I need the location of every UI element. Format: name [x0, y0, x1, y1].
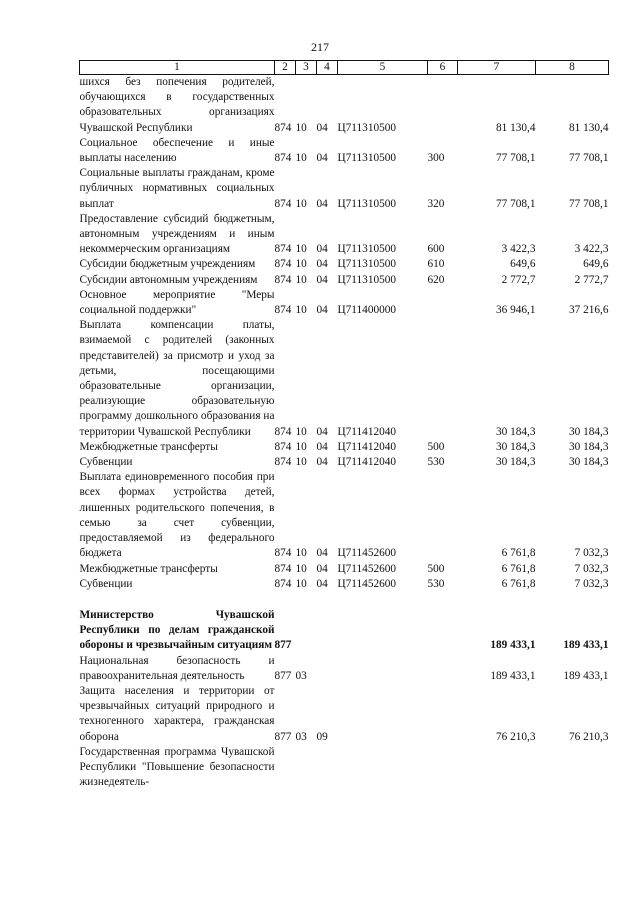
- row-section-code: 10: [295, 547, 307, 560]
- row-expense-type: 530: [427, 577, 445, 590]
- row-amount-year-2: 7 032,3: [574, 562, 609, 575]
- row-subsection-code: [317, 608, 338, 654]
- row-amount-year-1: 30 184,3: [495, 440, 536, 453]
- row-subsection-code: 04: [316, 304, 328, 317]
- row-section-code: 10: [295, 197, 307, 210]
- row-amount-year-2: 649,6: [583, 258, 609, 271]
- row-ministry-code: 874: [274, 243, 292, 256]
- row-amount-year-1: 189 433,1: [490, 639, 536, 652]
- table-row: [80, 273, 609, 288]
- row-expense-type: [428, 75, 458, 136]
- page-number: 217: [311, 40, 329, 54]
- row-section-code: 10: [295, 456, 307, 469]
- row-subsection-code: 04: [316, 425, 328, 438]
- row-expense-type: [428, 684, 458, 745]
- row-amount-year-2: 189 433,1: [563, 639, 609, 652]
- row-name: Основное мероприятие "Меры социальной поддержки": [79, 288, 275, 317]
- row-name: Субсидии автономным учреждениям: [79, 273, 258, 286]
- row-amount-year-2: 76 210,3: [568, 730, 609, 743]
- row-amount-year-2: 2 772,7: [574, 273, 609, 286]
- row-amount-year-1: 189 433,1: [490, 669, 536, 682]
- row-section-code: 10: [295, 425, 307, 438]
- row-ministry-code: 874: [274, 152, 292, 165]
- row-target-article: Ц711310500: [337, 152, 397, 165]
- row-ministry-code: 874: [274, 304, 292, 317]
- table-spacer-row: [80, 592, 609, 608]
- row-target-article: Ц711412040: [337, 456, 397, 469]
- row-target-article: Ц711310500: [337, 243, 397, 256]
- row-amount-year-2: 3 422,3: [574, 243, 609, 256]
- row-target-article: Ц711412040: [337, 425, 397, 438]
- row-section-code: 10: [295, 273, 307, 286]
- table-row: [80, 745, 609, 791]
- header-col-1: 1: [80, 61, 275, 75]
- row-amount-year-2: 7 032,3: [574, 577, 609, 590]
- row-section-code: 10: [295, 121, 307, 134]
- row-section-code: 03: [295, 730, 307, 743]
- row-target-article: [338, 608, 428, 654]
- row-target-article: Ц711310500: [337, 121, 397, 134]
- row-subsection-code: 04: [316, 547, 328, 560]
- row-expense-type: 610: [427, 258, 445, 271]
- row-name: Субвенции: [79, 577, 133, 590]
- row-section-code: 10: [295, 152, 307, 165]
- row-amount-year-1: 81 130,4: [495, 121, 536, 134]
- row-name: Субвенции: [79, 456, 133, 469]
- row-section-code: 10: [295, 562, 307, 575]
- row-amount-year-1: 30 184,3: [495, 425, 536, 438]
- row-amount-year-1: 3 422,3: [501, 243, 536, 256]
- row-section-code: [296, 745, 317, 791]
- row-section-code: 10: [295, 577, 307, 590]
- row-ministry-code: 874: [274, 197, 292, 210]
- row-target-article: Ц711412040: [337, 440, 397, 453]
- row-name: Социальные выплаты гражданам, кроме публичных нормативных социальных выплат: [79, 167, 275, 210]
- row-ministry-code: [275, 745, 296, 791]
- table-row: [80, 684, 609, 745]
- row-subsection-code: 04: [316, 456, 328, 469]
- row-expense-type: 530: [427, 456, 445, 469]
- row-name: Национальная безопасность и правоохранительная деятельность: [79, 654, 275, 682]
- header-col-5: 5: [338, 61, 428, 75]
- row-name: Выплата единовременного пособия при всех формах устройства детей, лишенных родительского попечения, в семью за счет субвенции, предоставляемой из федерального бюджета: [79, 471, 275, 560]
- row-amount-year-1: 36 946,1: [495, 304, 536, 317]
- row-name: Субсидии бюджетным учреждениям: [79, 258, 256, 271]
- row-amount-year-2: [536, 745, 609, 791]
- row-expense-type: [428, 318, 458, 440]
- row-expense-type: 620: [427, 273, 445, 286]
- table-row: [80, 654, 609, 684]
- row-subsection-code: 04: [316, 243, 328, 256]
- row-ministry-code: 874: [274, 547, 292, 560]
- row-expense-type: [428, 654, 458, 684]
- table-row: [80, 212, 609, 258]
- row-name: Межбюджетные трансферты: [79, 440, 218, 453]
- row-amount-year-1: 77 708,1: [495, 197, 536, 210]
- table-row: [80, 577, 609, 592]
- table-row: [80, 136, 609, 166]
- spacer-cell: [80, 592, 609, 608]
- row-name: Защита населения и территории от чрезвычайных ситуаций природного и техногенного характера, гражданская оборона: [79, 684, 275, 743]
- row-expense-type: 500: [427, 562, 445, 575]
- row-subsection-code: 04: [316, 440, 328, 453]
- table-row: [80, 440, 609, 455]
- row-amount-year-1: 649,6: [510, 258, 536, 271]
- row-expense-type: [428, 608, 458, 654]
- row-target-article: Ц711452600: [337, 547, 397, 560]
- row-amount-year-1: 6 761,8: [501, 562, 536, 575]
- row-subsection-code: 04: [316, 562, 328, 575]
- row-amount-year-2: 81 130,4: [568, 121, 609, 134]
- row-ministry-code: 874: [274, 273, 292, 286]
- header-col-3: 3: [296, 61, 317, 75]
- row-section-code: 10: [295, 304, 307, 317]
- row-expense-type: 500: [427, 440, 445, 453]
- row-subsection-code: 04: [316, 121, 328, 134]
- row-amount-year-2: 77 708,1: [568, 152, 609, 165]
- row-ministry-code: 874: [274, 258, 292, 271]
- row-expense-type: [428, 288, 458, 318]
- row-amount-year-2: 30 184,3: [568, 440, 609, 453]
- row-amount-year-1: 6 761,8: [501, 547, 536, 560]
- row-amount-year-2: 77 708,1: [568, 197, 609, 210]
- row-ministry-code: 874: [274, 456, 292, 469]
- header-col-4: 4: [317, 61, 338, 75]
- row-target-article: Ц711310500: [337, 197, 397, 210]
- row-target-article: Ц711310500: [337, 258, 397, 271]
- row-amount-year-1: 30 184,3: [495, 456, 536, 469]
- row-amount-year-1: [458, 745, 536, 791]
- row-amount-year-1: 77 708,1: [495, 152, 536, 165]
- row-amount-year-2: 37 216,6: [568, 304, 609, 317]
- row-subsection-code: 04: [316, 273, 328, 286]
- row-ministry-code: 877: [274, 639, 292, 652]
- row-name: Предоставление субсидий бюджетным, автономным учреждениям и иным некоммерческим организациям: [79, 212, 275, 256]
- row-amount-year-1: 6 761,8: [501, 577, 536, 590]
- row-expense-type: 600: [427, 243, 445, 256]
- row-expense-type: 320: [427, 197, 445, 210]
- table-row: [80, 608, 609, 654]
- row-amount-year-2: 30 184,3: [568, 456, 609, 469]
- row-expense-type: [428, 470, 458, 561]
- row-target-article: Ц711310500: [337, 273, 397, 286]
- table-row: [80, 318, 609, 440]
- row-subsection-code: [317, 654, 338, 684]
- row-amount-year-2: 189 433,1: [563, 669, 609, 682]
- row-target-article: Ц711400000: [337, 304, 397, 317]
- table-row: [80, 288, 609, 318]
- row-target-article: Ц711452600: [337, 577, 397, 590]
- row-amount-year-1: 2 772,7: [501, 273, 536, 286]
- header-col-7: 7: [458, 61, 536, 75]
- row-target-article: Ц711452600: [337, 562, 397, 575]
- row-subsection-code: 04: [316, 152, 328, 165]
- table-body: [80, 75, 609, 791]
- row-subsection-code: 09: [316, 730, 328, 743]
- header-col-6: 6: [428, 61, 458, 75]
- table-row: [80, 75, 609, 136]
- header-col-2: 2: [275, 61, 296, 75]
- table-header-row: [80, 61, 609, 75]
- table-row: [80, 562, 609, 577]
- row-target-article: [338, 745, 428, 791]
- row-subsection-code: 04: [316, 577, 328, 590]
- row-name: Выплата компенсации платы, взимаемой с родителей (законных представителей) за присмотр и уход за детьми, посещающими образовательные организации, реализующие образовательную программу дошкольного образования на территории Чувашской Республики: [79, 319, 275, 438]
- budget-table: [79, 60, 609, 790]
- table-row: [80, 166, 609, 212]
- row-section-code: 10: [295, 243, 307, 256]
- table-row: [80, 470, 609, 561]
- row-ministry-code: 874: [274, 577, 292, 590]
- row-amount-year-2: 7 032,3: [574, 547, 609, 560]
- table-row: [80, 257, 609, 272]
- row-section-code: 10: [295, 440, 307, 453]
- header-col-8: 8: [536, 61, 609, 75]
- row-section-code: 03: [295, 669, 307, 682]
- row-ministry-code: 874: [274, 425, 292, 438]
- row-name: шихся без попечения родителей, обучающихся в государственных образовательных организациях Чувашской Республики: [79, 76, 275, 134]
- row-name: Министерство Чувашской Республики по делам гражданской обороны и чрезвычайным ситуациям: [79, 608, 275, 652]
- row-expense-type: 300: [427, 152, 445, 165]
- row-target-article: [338, 684, 428, 745]
- row-subsection-code: [317, 745, 338, 791]
- row-ministry-code: 877: [274, 730, 292, 743]
- row-ministry-code: 874: [274, 562, 292, 575]
- row-target-article: [338, 654, 428, 684]
- row-ministry-code: 874: [274, 440, 292, 453]
- table-row: [80, 455, 609, 470]
- row-ministry-code: 874: [274, 121, 292, 134]
- row-amount-year-1: 76 210,3: [495, 730, 536, 743]
- row-expense-type: [428, 745, 458, 791]
- row-subsection-code: 04: [316, 197, 328, 210]
- row-subsection-code: 04: [316, 258, 328, 271]
- row-amount-year-2: 30 184,3: [568, 425, 609, 438]
- row-name: Государственная программа Чувашской Республики "Повышение безопасности жизнедеятель-: [79, 745, 275, 789]
- row-section-code: 10: [295, 258, 307, 271]
- row-section-code: [296, 608, 317, 654]
- row-name: Социальное обеспечение и иные выплаты населению: [79, 136, 275, 165]
- row-name: Межбюджетные трансферты: [79, 562, 218, 575]
- row-ministry-code: 877: [274, 669, 292, 682]
